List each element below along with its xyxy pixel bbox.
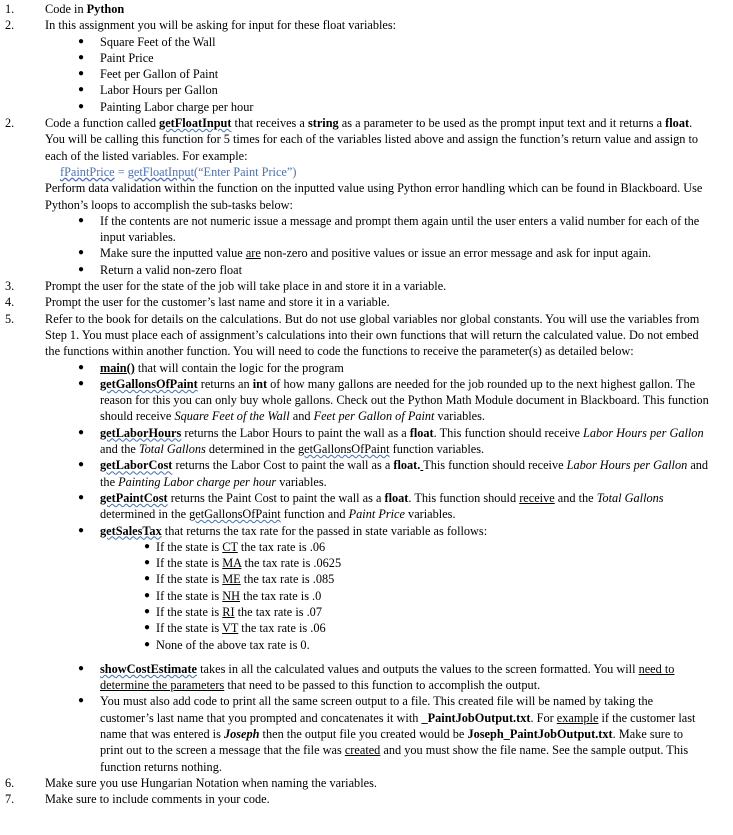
item-number: 1.: [5, 2, 15, 16]
text: and the: [100, 458, 709, 489]
text: If the state is: [156, 539, 223, 554]
text: if the customer last name that was entered is: [100, 710, 696, 742]
text: If the contents are not numeric issue a message and prompt them again until the user enters a valid number for each of the input variables.: [100, 213, 700, 245]
state-code: RI: [222, 604, 235, 619]
function-item-salestax: [0, 523, 733, 539]
text: are: [245, 246, 261, 261]
variable-ref: Square Feet of the Wall: [174, 409, 290, 424]
code-example: [0, 164, 733, 180]
text: example: [556, 710, 599, 725]
bullet-icon: ●: [78, 426, 85, 438]
bullet-icon: ●: [144, 557, 151, 569]
text: as a parameter to be used as the prompt input text and it returns a: [338, 116, 666, 131]
bullet-icon: ●: [78, 361, 85, 373]
bullet-icon: ●: [78, 524, 85, 536]
subtask-item: [0, 245, 733, 261]
variable-ref: Labor Hours per Gallon: [566, 458, 688, 473]
function-name: getGallonsOfPaint: [100, 376, 198, 391]
list-item-6: [0, 775, 733, 791]
bullet-icon: ●: [78, 214, 85, 226]
text: . Make sure to print out to the screen a message that the file was: [100, 727, 684, 758]
item-number: 6.: [5, 775, 15, 790]
item-text: Make sure to include comments in your code.: [45, 792, 270, 807]
bullet-icon: ●: [144, 605, 151, 617]
bullet-icon: ●: [78, 377, 85, 389]
bullet-icon: ●: [78, 459, 85, 471]
text: that need to be passed to this function to accomplish the output.: [224, 678, 541, 693]
variable-list-item: [0, 99, 733, 115]
variable-ref: Total Gallons: [596, 490, 664, 505]
list-item-3: [0, 278, 733, 294]
item-text: Code in: [45, 2, 87, 16]
state-code: MA: [222, 556, 242, 571]
list-item-7: [0, 791, 733, 807]
text: the tax rate is .0: [240, 588, 322, 603]
state-code: CT: [222, 539, 238, 554]
function-item-gallons: [0, 376, 733, 425]
function-name: getLaborCost: [100, 458, 173, 473]
variable-list-item: [0, 82, 733, 98]
bullet-icon: ●: [78, 695, 85, 707]
item-text: Prompt the user for the state of the job will take place in and store it in a variable.: [45, 279, 447, 294]
code-function: getFloatInput: [127, 164, 194, 179]
bullet-icon: ●: [78, 35, 85, 47]
text: and you must show the file name. See the sample output. This function returns nothing.: [100, 743, 689, 774]
item-text: Refer to the book for details on the calculations. But do not use global variables nor global constants. You will use the variables from Step 1. You must place each of assignment’s calculations into their own functions that will return the calculated value. Do not embed the functions within another function. You will need to code the functions to receive the parameter(s) as detailed below:: [45, 311, 700, 359]
text: variables.: [434, 409, 486, 424]
list-item-4: [0, 294, 733, 310]
variable-name: Labor Hours per Gallon: [100, 83, 218, 98]
bullet-icon: ●: [144, 622, 151, 634]
text: returns an: [197, 376, 253, 391]
subtask-item: [0, 213, 733, 246]
bullet-icon: ●: [144, 573, 151, 585]
text: variables.: [404, 507, 456, 522]
function-name: getLaborHours: [100, 425, 182, 440]
keyword: int: [252, 376, 268, 391]
example-name: Joseph: [223, 727, 260, 742]
text: determined in the: [205, 442, 298, 457]
function-item-laborcost: [0, 457, 733, 490]
text: Make sure the inputted value: [100, 246, 246, 261]
item-text: Make sure you use Hungarian Notation when naming the variables.: [45, 775, 377, 790]
list-item-2: [0, 17, 733, 33]
text: . This function should: [408, 490, 520, 505]
text: Return a valid non-zero float: [100, 262, 243, 277]
item-number: 2.: [5, 116, 15, 131]
bullet-icon: ●: [78, 662, 85, 674]
list-item-1: [0, 1, 733, 17]
tax-rule: [0, 571, 733, 587]
function-item-laborhours: [0, 425, 733, 458]
bullet-icon: ●: [144, 540, 151, 552]
text: created: [344, 743, 381, 758]
tax-rule: [0, 588, 733, 604]
code-variable: fPaintPrice: [60, 164, 115, 179]
text: If the state is: [156, 621, 223, 636]
keyword: float: [409, 425, 434, 440]
item-number: 5.: [5, 311, 15, 326]
text: variables.: [276, 474, 327, 489]
tax-rule: [0, 539, 733, 555]
state-code: NH: [222, 588, 241, 603]
item-number: 4.: [5, 295, 15, 310]
variable-ref: Feet per Gallon of Paint: [313, 409, 435, 424]
variable-list-item: [0, 34, 733, 50]
bullet-icon: ●: [144, 638, 151, 650]
tax-rule: [0, 604, 733, 620]
text: None of the above tax rate is 0.: [156, 637, 310, 652]
text: returns the Labor Cost to paint the wall as a: [172, 458, 394, 473]
text: If the state is: [156, 588, 223, 603]
text: that receives a: [231, 116, 308, 131]
text: of how many gallons are needed for the job rounded up to the next highest gallon. The reason for this you can only buy whole gallons. Check out the Python Math Module document in Blackboard. This function should receive: [100, 376, 709, 424]
text: If the state is: [156, 572, 223, 587]
variable-name: Square Feet of the Wall: [100, 34, 216, 49]
function-item-paintcost: [0, 490, 733, 523]
text: need to determine the parameters: [100, 661, 675, 693]
text: that will contain the logic for the program: [134, 360, 344, 375]
function-item-main: [0, 360, 733, 376]
list-item-2b: [0, 115, 733, 164]
file-output-item: [0, 693, 733, 774]
text: . This function should receive: [433, 425, 584, 440]
function-item-showestimate: [0, 661, 733, 694]
item-number: 2.: [5, 18, 15, 33]
function-name: getFloatInput: [159, 116, 232, 131]
text: . You will be calling this function for 5 times for each of the variables listed above and assign the function’s return value and assign to each of the listed variables. For example:: [45, 116, 699, 163]
bullet-icon: ●: [144, 589, 151, 601]
text: . For: [530, 710, 557, 725]
state-code: VT: [222, 621, 239, 636]
function-name: main(): [100, 360, 135, 375]
text: and the: [554, 490, 597, 505]
text: that returns the tax rate for the passed in state variable as follows:: [161, 523, 488, 538]
bullet-icon: ●: [78, 491, 85, 503]
function-ref: getGallonsOfPaint: [189, 507, 281, 522]
text: takes in all the calculated values and outputs the values to the screen formatted. You will: [197, 661, 639, 676]
text: non-zero and positive values or issue an error message and ask for input again.: [260, 246, 652, 261]
text: receive: [519, 490, 555, 505]
text: You must also add code to print all the same screen output to a file. This created file will be named by taking the customer’s last name that you prompted and concatenates it with: [100, 694, 654, 725]
text: If the state is: [156, 604, 223, 619]
variable-name: Feet per Gallon of Paint: [100, 67, 219, 82]
bullet-icon: ●: [78, 84, 85, 96]
variable-name: Paint Price: [100, 50, 154, 65]
text: the tax rate is .06: [237, 539, 326, 554]
tax-rule: [0, 620, 733, 636]
text: Code a function called: [45, 116, 160, 131]
bullet-icon: ●: [78, 247, 85, 259]
text: the tax rate is .085: [240, 572, 335, 587]
keyword: float: [665, 116, 690, 131]
file-suffix: _PaintJobOutput.txt: [421, 710, 531, 725]
text: If the state is: [156, 556, 223, 571]
keyword: float.: [393, 458, 421, 473]
variable-ref: Painting Labor charge per hour: [118, 474, 277, 489]
item-number: 3.: [5, 279, 15, 294]
function-name: getPaintCost: [100, 490, 168, 505]
text: returns the Paint Cost to paint the wall as a: [167, 490, 385, 505]
text: function and: [280, 507, 349, 522]
validation-paragraph: [0, 180, 733, 213]
code-operator: =: [114, 164, 128, 179]
example-file: Joseph_PaintJobOutput.txt: [467, 727, 613, 742]
bullet-icon: ●: [78, 68, 85, 80]
function-name: getSalesTax: [100, 523, 162, 538]
bullet-icon: ●: [78, 51, 85, 63]
text: then the output file you created would be: [259, 727, 468, 742]
text: the tax rate is .06: [238, 621, 326, 636]
code-argument: (“Enter Paint Price”): [194, 164, 297, 179]
variable-ref: Total Gallons: [138, 442, 206, 457]
text: Perform data validation within the function on the inputted value using Python error handling which can be found in Blackboard. Use Python’s loops to accomplish the sub-tasks below:: [45, 181, 703, 212]
item-number: 7.: [5, 792, 15, 807]
text: the tax rate is .07: [234, 604, 322, 619]
bullet-icon: ●: [78, 263, 85, 275]
list-item-5: [0, 311, 733, 360]
item-text: Prompt the user for the customer’s last name and store it in a variable.: [45, 295, 390, 310]
variable-ref: Paint Price: [348, 507, 405, 522]
item-text: In this assignment you will be asking for input for these float variables:: [45, 18, 397, 33]
variable-list-item: [0, 50, 733, 66]
text: This function should receive: [423, 458, 567, 473]
text: determined in the: [100, 507, 190, 522]
subtask-item: [0, 262, 733, 278]
text: function variables.: [389, 442, 485, 457]
tax-rule: [0, 555, 733, 571]
keyword: string: [307, 116, 339, 131]
tax-rule: [0, 637, 733, 653]
text: and the: [100, 442, 139, 457]
variable-ref: Labor Hours per Gallon: [583, 425, 704, 440]
text: the tax rate is .0625: [241, 556, 342, 571]
function-ref: getGallonsOfPaint: [298, 442, 390, 457]
bullet-icon: ●: [78, 100, 85, 112]
keyword: float: [384, 490, 409, 505]
variable-list-item: [0, 66, 733, 82]
variable-name: Painting Labor charge per hour: [100, 99, 254, 114]
language-name: Python: [86, 2, 125, 16]
function-name: showCostEstimate: [100, 661, 198, 676]
text: returns the Labor Hours to paint the wall as a: [181, 425, 410, 440]
text: and: [289, 409, 314, 424]
state-code: ME: [222, 572, 241, 587]
